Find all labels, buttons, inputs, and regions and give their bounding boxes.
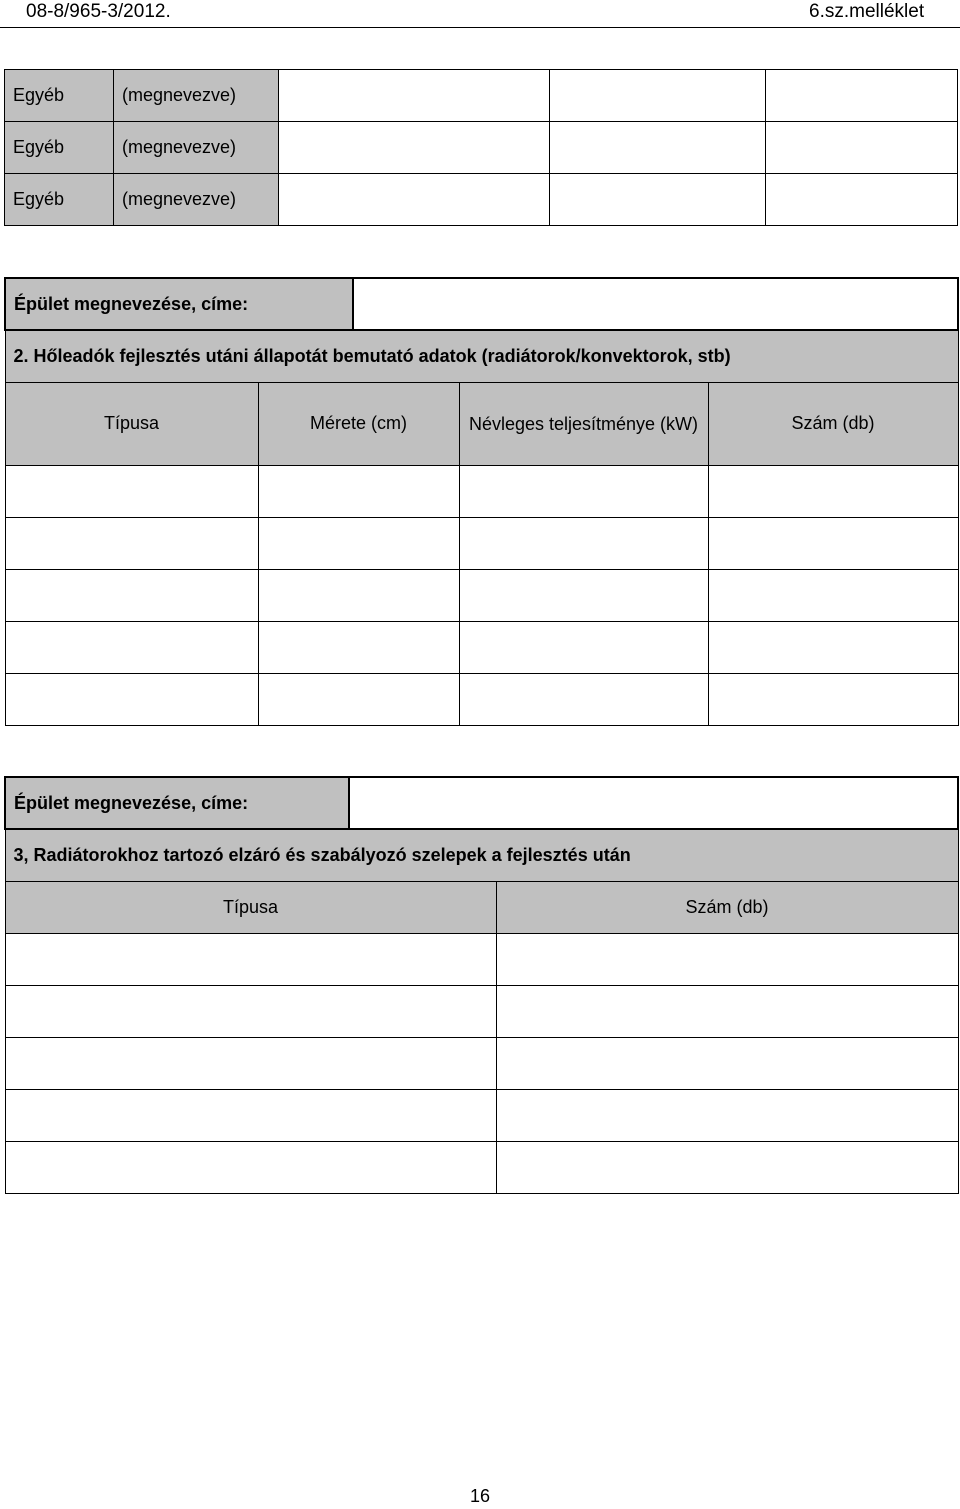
valves-table [4,776,959,1194]
column-header-row [5,382,958,465]
cell-field[interactable] [459,465,708,517]
table-row [5,1037,958,1089]
cell-field[interactable] [550,122,766,174]
row-label: Egyéb [5,70,114,122]
table-row [5,985,958,1037]
cell-field[interactable] [5,985,496,1037]
cell-field[interactable] [258,621,459,673]
table-row [5,517,958,569]
cell-field[interactable] [5,465,258,517]
table-row [5,1089,958,1141]
building-field[interactable] [349,777,958,829]
cell-field[interactable] [5,569,258,621]
cell-field[interactable] [5,1089,496,1141]
cell-field[interactable] [279,122,550,174]
cell-field[interactable] [459,621,708,673]
cell-field[interactable] [496,1089,958,1141]
column-header: Névleges teljesítménye (kW) [459,382,708,465]
cell-field[interactable] [459,517,708,569]
building-label: Épület megnevezése, címe: [5,777,349,829]
cell-field[interactable] [5,621,258,673]
section-title-row [5,829,958,881]
heat-emitters-table [4,277,959,726]
cell-field[interactable] [258,673,459,725]
cell-field[interactable] [5,1037,496,1089]
cell-field[interactable] [708,673,958,725]
cell-field[interactable] [459,673,708,725]
cell-field[interactable] [258,465,459,517]
table-row [5,70,958,122]
cell-field[interactable] [766,174,958,226]
building-label: Épület megnevezése, címe: [5,278,353,330]
cell-field[interactable] [766,122,958,174]
document-reference: 08-8/965-3/2012. [26,1,171,22]
cell-field[interactable] [708,465,958,517]
cell-field[interactable] [5,933,496,985]
table-row [5,1141,958,1193]
row-name: (megnevezve) [114,174,279,226]
cell-field[interactable] [5,1141,496,1193]
building-row [5,278,958,330]
annex-label: 6.sz.melléklet [809,1,925,22]
table-row [5,122,958,174]
cell-field[interactable] [496,933,958,985]
table-row [5,621,958,673]
column-header: Típusa [5,881,496,933]
cell-field[interactable] [279,70,550,122]
cell-field[interactable] [5,517,258,569]
building-field[interactable] [353,278,958,330]
table-row [5,465,958,517]
cell-field[interactable] [258,569,459,621]
column-header: Szám (db) [496,881,958,933]
table-row [5,174,958,226]
building-row [5,777,958,829]
page-number: 16 [469,1486,491,1506]
table-row [5,569,958,621]
cell-field[interactable] [459,569,708,621]
section-title: 3, Radiátorokhoz tartozó elzáró és szabályozó szelepek a fejlesztés után [5,829,958,881]
column-header: Mérete (cm) [258,382,459,465]
section-title-row [5,330,958,382]
table-row [5,673,958,725]
row-name: (megnevezve) [114,70,279,122]
column-header: Típusa [5,382,258,465]
cell-field[interactable] [496,1141,958,1193]
cell-field[interactable] [708,569,958,621]
cell-field[interactable] [496,1037,958,1089]
cell-field[interactable] [258,517,459,569]
cell-field[interactable] [708,621,958,673]
row-label: Egyéb [5,174,114,226]
row-label: Egyéb [5,122,114,174]
cell-field[interactable] [550,174,766,226]
column-header: Szám (db) [708,382,958,465]
column-header-row [5,881,958,933]
other-items-table [4,69,958,226]
cell-field[interactable] [496,985,958,1037]
cell-field[interactable] [5,673,258,725]
header-rule [0,27,960,28]
cell-field[interactable] [550,70,766,122]
section-title: 2. Hőleadók fejlesztés utáni állapotát bemutató adatok (radiátorok/konvektorok, stb) [5,330,958,382]
row-name: (megnevezve) [114,122,279,174]
table-row [5,933,958,985]
cell-field[interactable] [708,517,958,569]
cell-field[interactable] [766,70,958,122]
cell-field[interactable] [279,174,550,226]
